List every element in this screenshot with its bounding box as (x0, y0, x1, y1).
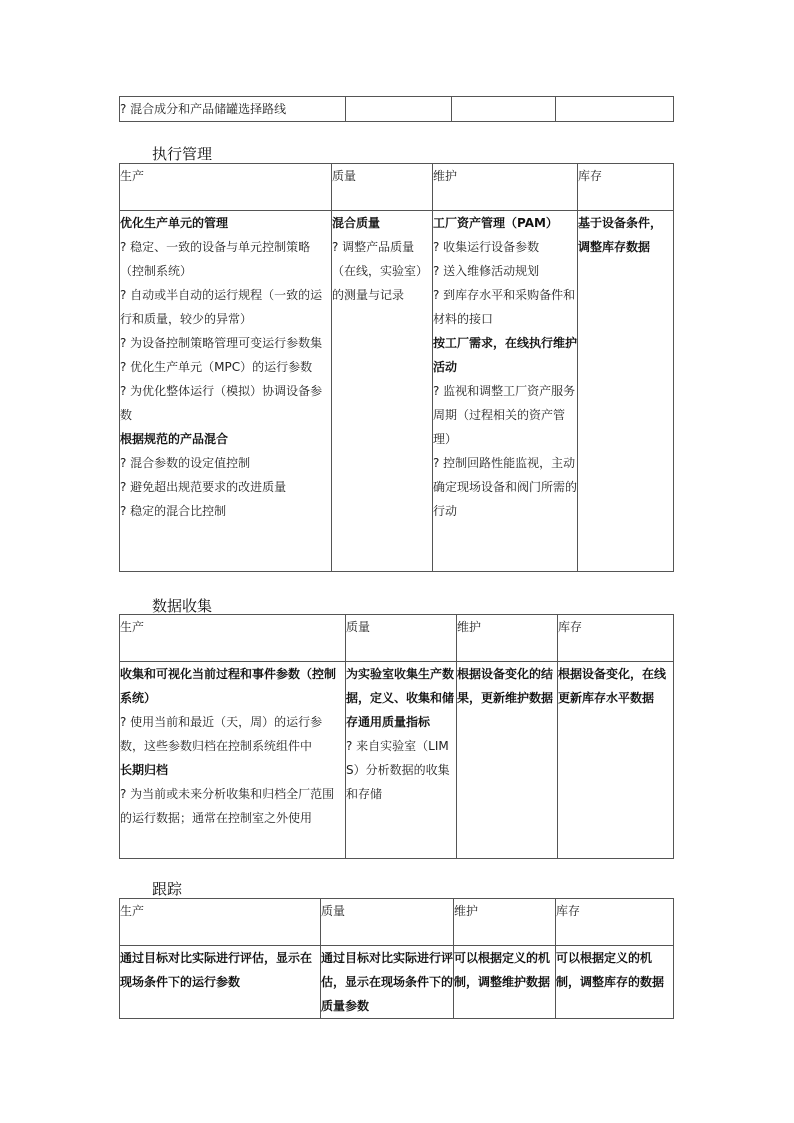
cell-paragraph: 收集和可视化当前过程和事件参数（控制系统） (120, 667, 337, 705)
cell-paragraph: ? 稳定的混合比控制 (120, 504, 227, 518)
header-label: 库存 (578, 169, 603, 183)
table-cell (578, 211, 674, 572)
column-header (433, 164, 578, 211)
cell-paragraph: 按工厂需求，在线执行维护活动 (433, 336, 578, 374)
column-header (556, 899, 674, 946)
column-header (120, 164, 332, 211)
section-title-tracking: 跟踪 (152, 880, 183, 898)
cell-paragraph: ? 来自实验室（LIMS）分析数据的收集和存储 (346, 739, 450, 801)
table-cell (452, 97, 556, 122)
header-label: 生产 (120, 904, 145, 918)
table-cell (558, 662, 674, 859)
data-collection-table (119, 614, 674, 859)
cell-paragraph: ? 送入维修活动规划 (433, 264, 540, 278)
cell-paragraph: ? 监视和调整工厂资产服务周期（过程相关的资产管理） (433, 384, 576, 446)
column-header (457, 615, 558, 662)
cell-paragraph: 为实验室收集生产数据，定义、收集和储存通用质量指标 (346, 667, 455, 729)
column-header (346, 615, 457, 662)
section-title-data-collection: 数据收集 (152, 597, 213, 615)
table-row (120, 211, 674, 572)
header-label: 质量 (332, 169, 357, 183)
column-header (332, 164, 433, 211)
header-label: 生产 (120, 620, 145, 634)
header-label: 库存 (556, 904, 581, 918)
table-cell (321, 946, 454, 1019)
cell-paragraph: 基于设备条件，调整库存数据 (578, 216, 663, 254)
header-row (120, 164, 674, 211)
header-label: 库存 (558, 620, 583, 634)
header-label: 维护 (457, 620, 482, 634)
table-cell (556, 97, 674, 122)
cell-text: ? 混合成分和产品储罐选择路线 (120, 102, 287, 116)
cell-paragraph: 可以根据定义的机制，调整维护数据 (454, 951, 551, 989)
header-label: 生产 (120, 169, 145, 183)
column-header (454, 899, 556, 946)
table-row (120, 97, 674, 122)
cell-paragraph: ? 优化生产单元（MPC）的运行参数 (120, 360, 313, 374)
header-row (120, 615, 674, 662)
cell-paragraph: ? 自动或半自动的运行规程（一致的运行和质量，较少的异常） (120, 288, 323, 326)
table-cell (346, 662, 457, 859)
column-header (578, 164, 674, 211)
table-cell (332, 211, 433, 572)
table-cell (120, 662, 346, 859)
top-table (119, 96, 674, 122)
cell-paragraph: ? 避免超出规范要求的改进质量 (120, 480, 287, 494)
execution-table (119, 163, 674, 572)
table-row (120, 662, 674, 859)
table-cell (346, 97, 452, 122)
cell-paragraph: 通过目标对比实际进行评估，显示在现场条件下的运行参数 (120, 951, 313, 989)
cell-paragraph: 通过目标对比实际进行评估，显示在现场条件下的质量参数 (321, 951, 454, 1013)
header-label: 质量 (346, 620, 371, 634)
cell-paragraph: 根据设备变化的结果，更新维护数据 (457, 667, 554, 705)
cell-paragraph: 混合质量 (332, 216, 381, 230)
column-header (120, 899, 321, 946)
section-title-execution: 执行管理 (152, 145, 213, 163)
cell-paragraph: ? 稳定、一致的设备与单元控制策略（控制系统） (120, 240, 311, 278)
header-label: 维护 (454, 904, 479, 918)
table-cell (433, 211, 578, 572)
table-cell (120, 211, 332, 572)
cell-paragraph: ? 调整产品质量（在线，实验室）的测量与记录 (332, 240, 429, 302)
tracking-table (119, 898, 674, 1019)
cell-paragraph: ? 控制回路性能监视，主动确定现场设备和阀门所需的行动 (433, 456, 578, 518)
cell-paragraph: ? 为设备控制策略管理可变运行参数集 (120, 336, 323, 350)
table-cell (457, 662, 558, 859)
table-row (120, 946, 674, 1019)
cell-paragraph: 工厂资产管理（PAM） (433, 216, 558, 230)
cell-paragraph: ? 为当前或未来分析收集和归档全厂范围的运行数据；通常在控制室之外使用 (120, 787, 335, 825)
table-cell (556, 946, 674, 1019)
cell-paragraph: 可以根据定义的机制，调整库存的数据 (556, 951, 665, 989)
table-cell (454, 946, 556, 1019)
cell-paragraph: 长期归档 (120, 763, 169, 777)
table-cell (120, 946, 321, 1019)
column-header (558, 615, 674, 662)
cell-paragraph: ? 为优化整体运行（模拟）协调设备参数 (120, 384, 323, 422)
cell-paragraph: 根据规范的产品混合 (120, 432, 229, 446)
column-header (120, 615, 346, 662)
cell-paragraph: ? 收集运行设备参数 (433, 240, 540, 254)
cell-paragraph: 根据设备变化，在线更新库存水平数据 (558, 667, 667, 705)
header-label: 质量 (321, 904, 346, 918)
cell-paragraph: ? 使用当前和最近（天，周）的运行参数，这些参数归档在控制系统组件中 (120, 715, 323, 753)
cell-paragraph: 优化生产单元的管理 (120, 216, 229, 230)
table-cell (120, 97, 346, 122)
cell-paragraph: ? 混合参数的设定值控制 (120, 456, 251, 470)
header-label: 维护 (433, 169, 458, 183)
cell-paragraph: ? 到库存水平和采购备件和材料的接口 (433, 288, 576, 326)
header-row (120, 899, 674, 946)
column-header (321, 899, 454, 946)
